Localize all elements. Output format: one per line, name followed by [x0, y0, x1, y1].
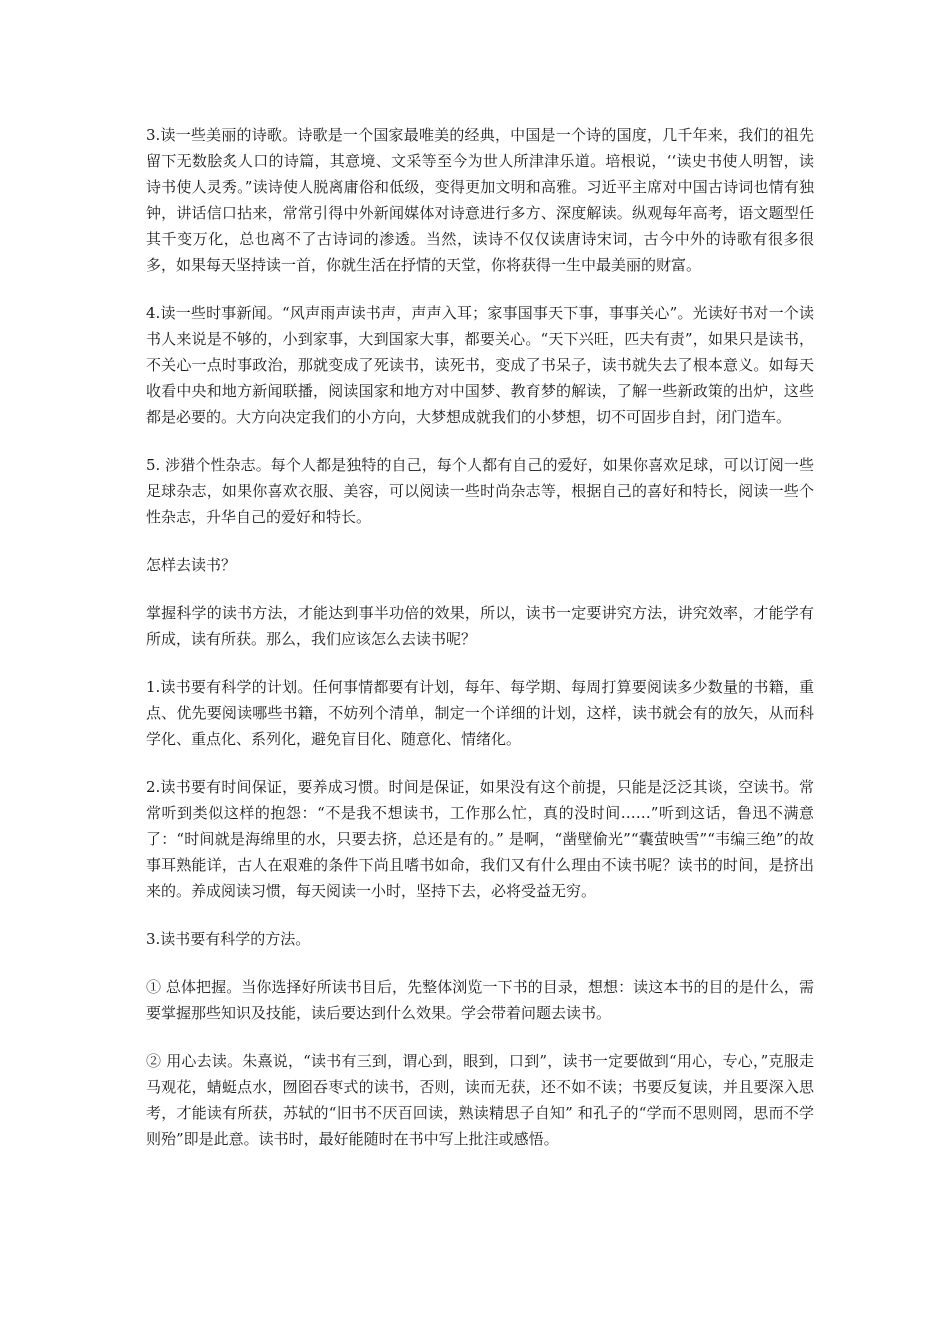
paragraph-intro-methods: 掌握科学的读书方法，才能达到事半功倍的效果，所以，读书一定要讲究方法，讲究效率，才能学有所成，读有所获。那么，我们应该怎么去读书呢？: [146, 604, 814, 648]
document-body: [146, 122, 814, 1152]
paragraph-reading-method: 3.读书要有科学的方法。: [146, 930, 311, 948]
paragraph-read-attentively: ② 用心去读。朱熹说，“读书有三到，谓心到，眼到，口到”，读书一定要做到“用心，专心，”克服走马观花，蜻蜓点水，囫囵吞枣式的读书，否则，读而无获，还不如不读；书要反复读，并且要深入思考，才能读有所获，苏轼的“旧书不厌百回读，熟读精思子自知” 和孔子的“学而不思则罔，思而不学则殆”即是此意。读书时，最好能随时在书中写上批注或感悟。: [146, 1052, 814, 1148]
paragraph-reading-time: 2.读书要有时间保证，要养成习惯。时间是保证，如果没有这个前提，只能是泛泛其谈，空读书。常常听到类似这样的抱怨：“不是我不想读书，工作那么忙，真的没时间……”听到这话，鲁迅不满意了：“时间就是海绵里的水，只要去挤，总还是有的。” 是啊，“凿壁偷光”“囊萤映雪”“韦编三绝”的故事耳熟能详，古人在艰难的条件下尚且嗜书如命，我们又有什么理由不读书呢？读书的时间，是挤出来的。养成阅读习惯，每天阅读一小时，坚持下去，必将受益无穷。: [146, 778, 814, 900]
paragraph-read-news: 4.读一些时事新闻。“风声雨声读书声，声声入耳；家事国事天下事，事事关心”。光读好书对一个读书人来说是不够的，小到家事，大到国家大事，都要关心。“天下兴旺，匹夫有责”，如果只是读书，不关心一点时事政治，那就变成了死读书，读死书，变成了书呆子，读书就失去了根本意义。如每天收看中央和地方新闻联播，阅读国家和地方对中国梦、教育梦的解读，了解一些新政策的出炉，这些都是必要的。大方向决定我们的小方向，大梦想成就我们的小梦想，切不可固步自封，闭门造车。: [146, 304, 814, 426]
section-heading-how-to-read: 怎样去读书？: [146, 556, 237, 574]
paragraph-read-magazines: 5. 涉猎个性杂志。每个人都是独特的自己，每个人都有自己的爱好，如果你喜欢足球，可以订阅一些足球杂志，如果你喜欢衣服、美容，可以阅读一些时尚杂志等，根据自己的喜好和特长，阅读一些个性杂志，升华自己的爱好和特长。: [146, 456, 814, 526]
paragraph-reading-plan: 1.读书要有科学的计划。任何事情都要有计划，每年、每学期、每周打算要阅读多少数量的书籍，重点、优先要阅读哪些书籍，不妨列个清单，制定一个详细的计划，这样，读书就会有的放矢，从而科学化、重点化、系列化，避免盲目化、随意化、情绪化。: [146, 678, 814, 748]
paragraph-overall-grasp: ① 总体把握。当你选择好所读书目后，先整体浏览一下书的目录，想想：读这本书的目的是什么，需要掌握那些知识及技能，读后要达到什么效果。学会带着问题去读书。: [146, 978, 814, 1022]
paragraph-read-poetry: 3.读一些美丽的诗歌。诗歌是一个国家最唯美的经典，中国是一个诗的国度，几千年来，我们的祖先留下无数脍炙人口的诗篇，其意境、文采等至今为世人所津津乐道。培根说，‘‘读史书使人明智，读诗书使人灵秀。”读诗使人脱离庸俗和低级，变得更加文明和高雅。习近平主席对中国古诗词也情有独钟，讲话信口拈来，常常引得中外新闻媒体对诗意进行多方、深度解读。纵观每年高考，语文题型任其千变万化，总也离不了古诗词的渗透。当然，读诗不仅仅读唐诗宋词，古今中外的诗歌有很多很多，如果每天坚持读一首，你就生活在抒情的天堂，你将获得一生中最美丽的财富。: [146, 126, 814, 274]
